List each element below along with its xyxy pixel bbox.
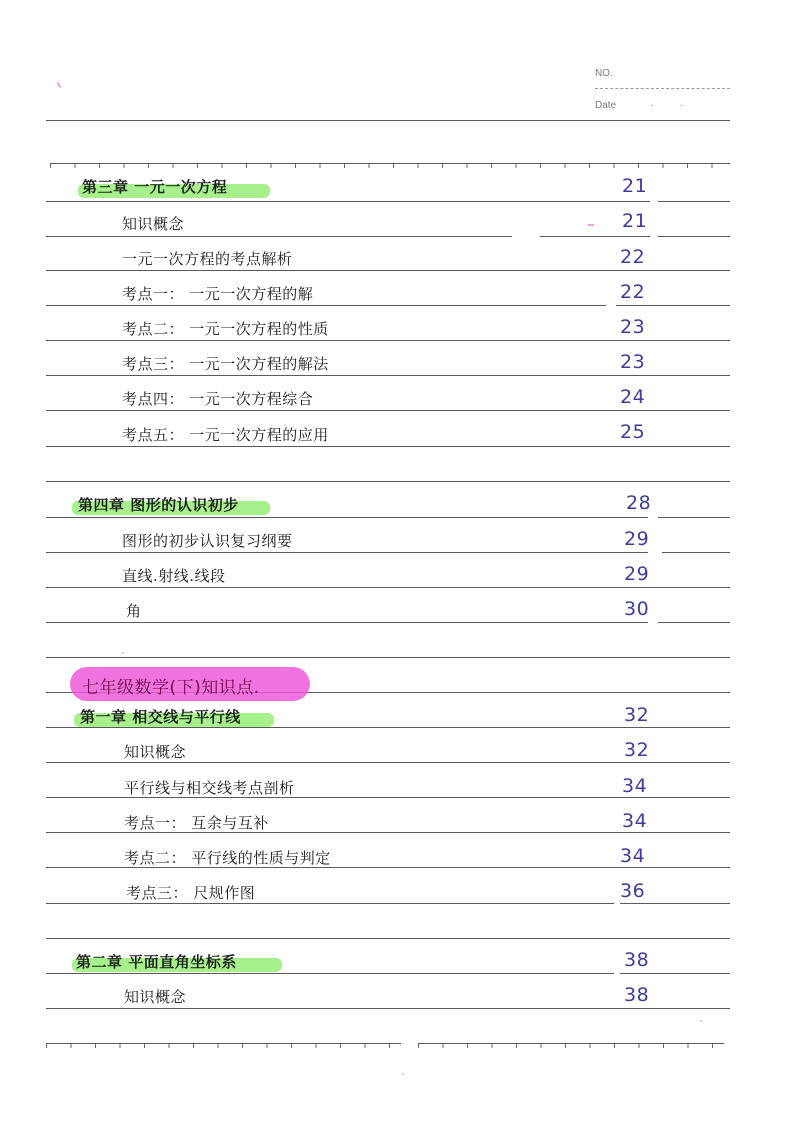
toc-chapter-title[interactable]: 第三章 一元一次方程 [82,178,228,196]
page-number: 34 [620,845,646,867]
line-gap [648,550,662,554]
page-number: 21 [622,175,648,197]
toc-entry[interactable]: 角 [126,602,142,620]
page-number: 29 [624,563,650,585]
speck [402,1073,404,1075]
line-gap [648,515,658,519]
page-number: 36 [620,880,646,902]
toc-entry[interactable]: 考点二： 平行线的性质与判定 [124,849,331,867]
line-gap [650,234,658,238]
number-label: NO. [595,68,613,79]
page-number: 38 [624,949,650,971]
date-separator: · [650,100,654,111]
rule-line [46,657,730,658]
date-label [595,100,684,111]
header-rule [46,120,730,121]
line-gap [606,303,616,307]
page-number: 29 [624,528,650,550]
page-number: 28 [626,492,652,514]
ticked-ruler-bottom-right [418,1043,724,1050]
number-dotted-line [595,88,730,89]
line-gap [650,199,658,203]
rule-line [46,938,730,939]
line-gap [614,901,620,905]
page-number: 32 [624,704,650,726]
ticked-ruler-bottom-left [46,1043,401,1050]
toc-entry[interactable]: 平行线与相交线考点剖析 [124,779,295,797]
page-number: 23 [620,316,646,338]
line-gap [512,234,540,238]
toc-chapter-title[interactable]: 第一章 相交线与平行线 [80,708,241,726]
toc-entry[interactable]: 考点一： 互余与互补 [124,814,269,832]
page-number: 38 [624,984,650,1006]
page-number: 30 [624,598,650,620]
toc-entry[interactable]: 考点三： 尺规作图 [126,884,256,902]
toc-entry[interactable]: 考点四： 一元一次方程综合 [122,390,314,408]
page-number: 34 [622,775,648,797]
speck [700,1020,702,1022]
ticked-ruler-top [50,163,730,170]
page-number: 21 [622,210,648,232]
rule-line [46,481,730,482]
toc-entry[interactable]: 知识概念 [124,743,187,761]
page-number: 25 [620,421,646,443]
toc-chapter-title[interactable]: 第四章 图形的认识初步 [78,496,239,514]
page-number: 34 [622,810,648,832]
stray-mark [57,82,62,88]
toc-entry[interactable]: 考点二： 一元一次方程的性质 [122,320,329,338]
speck [122,652,124,654]
toc-entry[interactable]: 考点一： 一元一次方程的解 [122,285,314,303]
toc-entry[interactable]: 一元一次方程的考点解析 [122,250,293,268]
date-text: Date [595,100,617,111]
rule-line [46,622,730,623]
part-title[interactable]: 七年级数学(下)知识点. [82,678,260,698]
toc-entry[interactable]: 直线.射线.线段 [122,567,226,585]
toc-entry[interactable]: 图形的初步认识复习纲要 [122,532,293,550]
toc-entry[interactable]: 考点五： 一元一次方程的应用 [122,426,329,444]
line-gap [648,620,658,624]
toc-entry[interactable]: 知识概念 [124,988,187,1006]
stray-mark [588,224,594,226]
page-number: 22 [620,281,646,303]
page-number: 23 [620,351,646,373]
line-gap [614,971,620,975]
date-separator: · [680,100,684,111]
page-number: 22 [620,246,646,268]
toc-chapter-title[interactable]: 第二章 平面直角坐标系 [76,953,237,971]
toc-entry[interactable]: 知识概念 [122,215,185,233]
toc-entry[interactable]: 考点三： 一元一次方程的解法 [122,355,329,373]
page-number: 24 [620,386,646,408]
page-number: 32 [624,739,650,761]
